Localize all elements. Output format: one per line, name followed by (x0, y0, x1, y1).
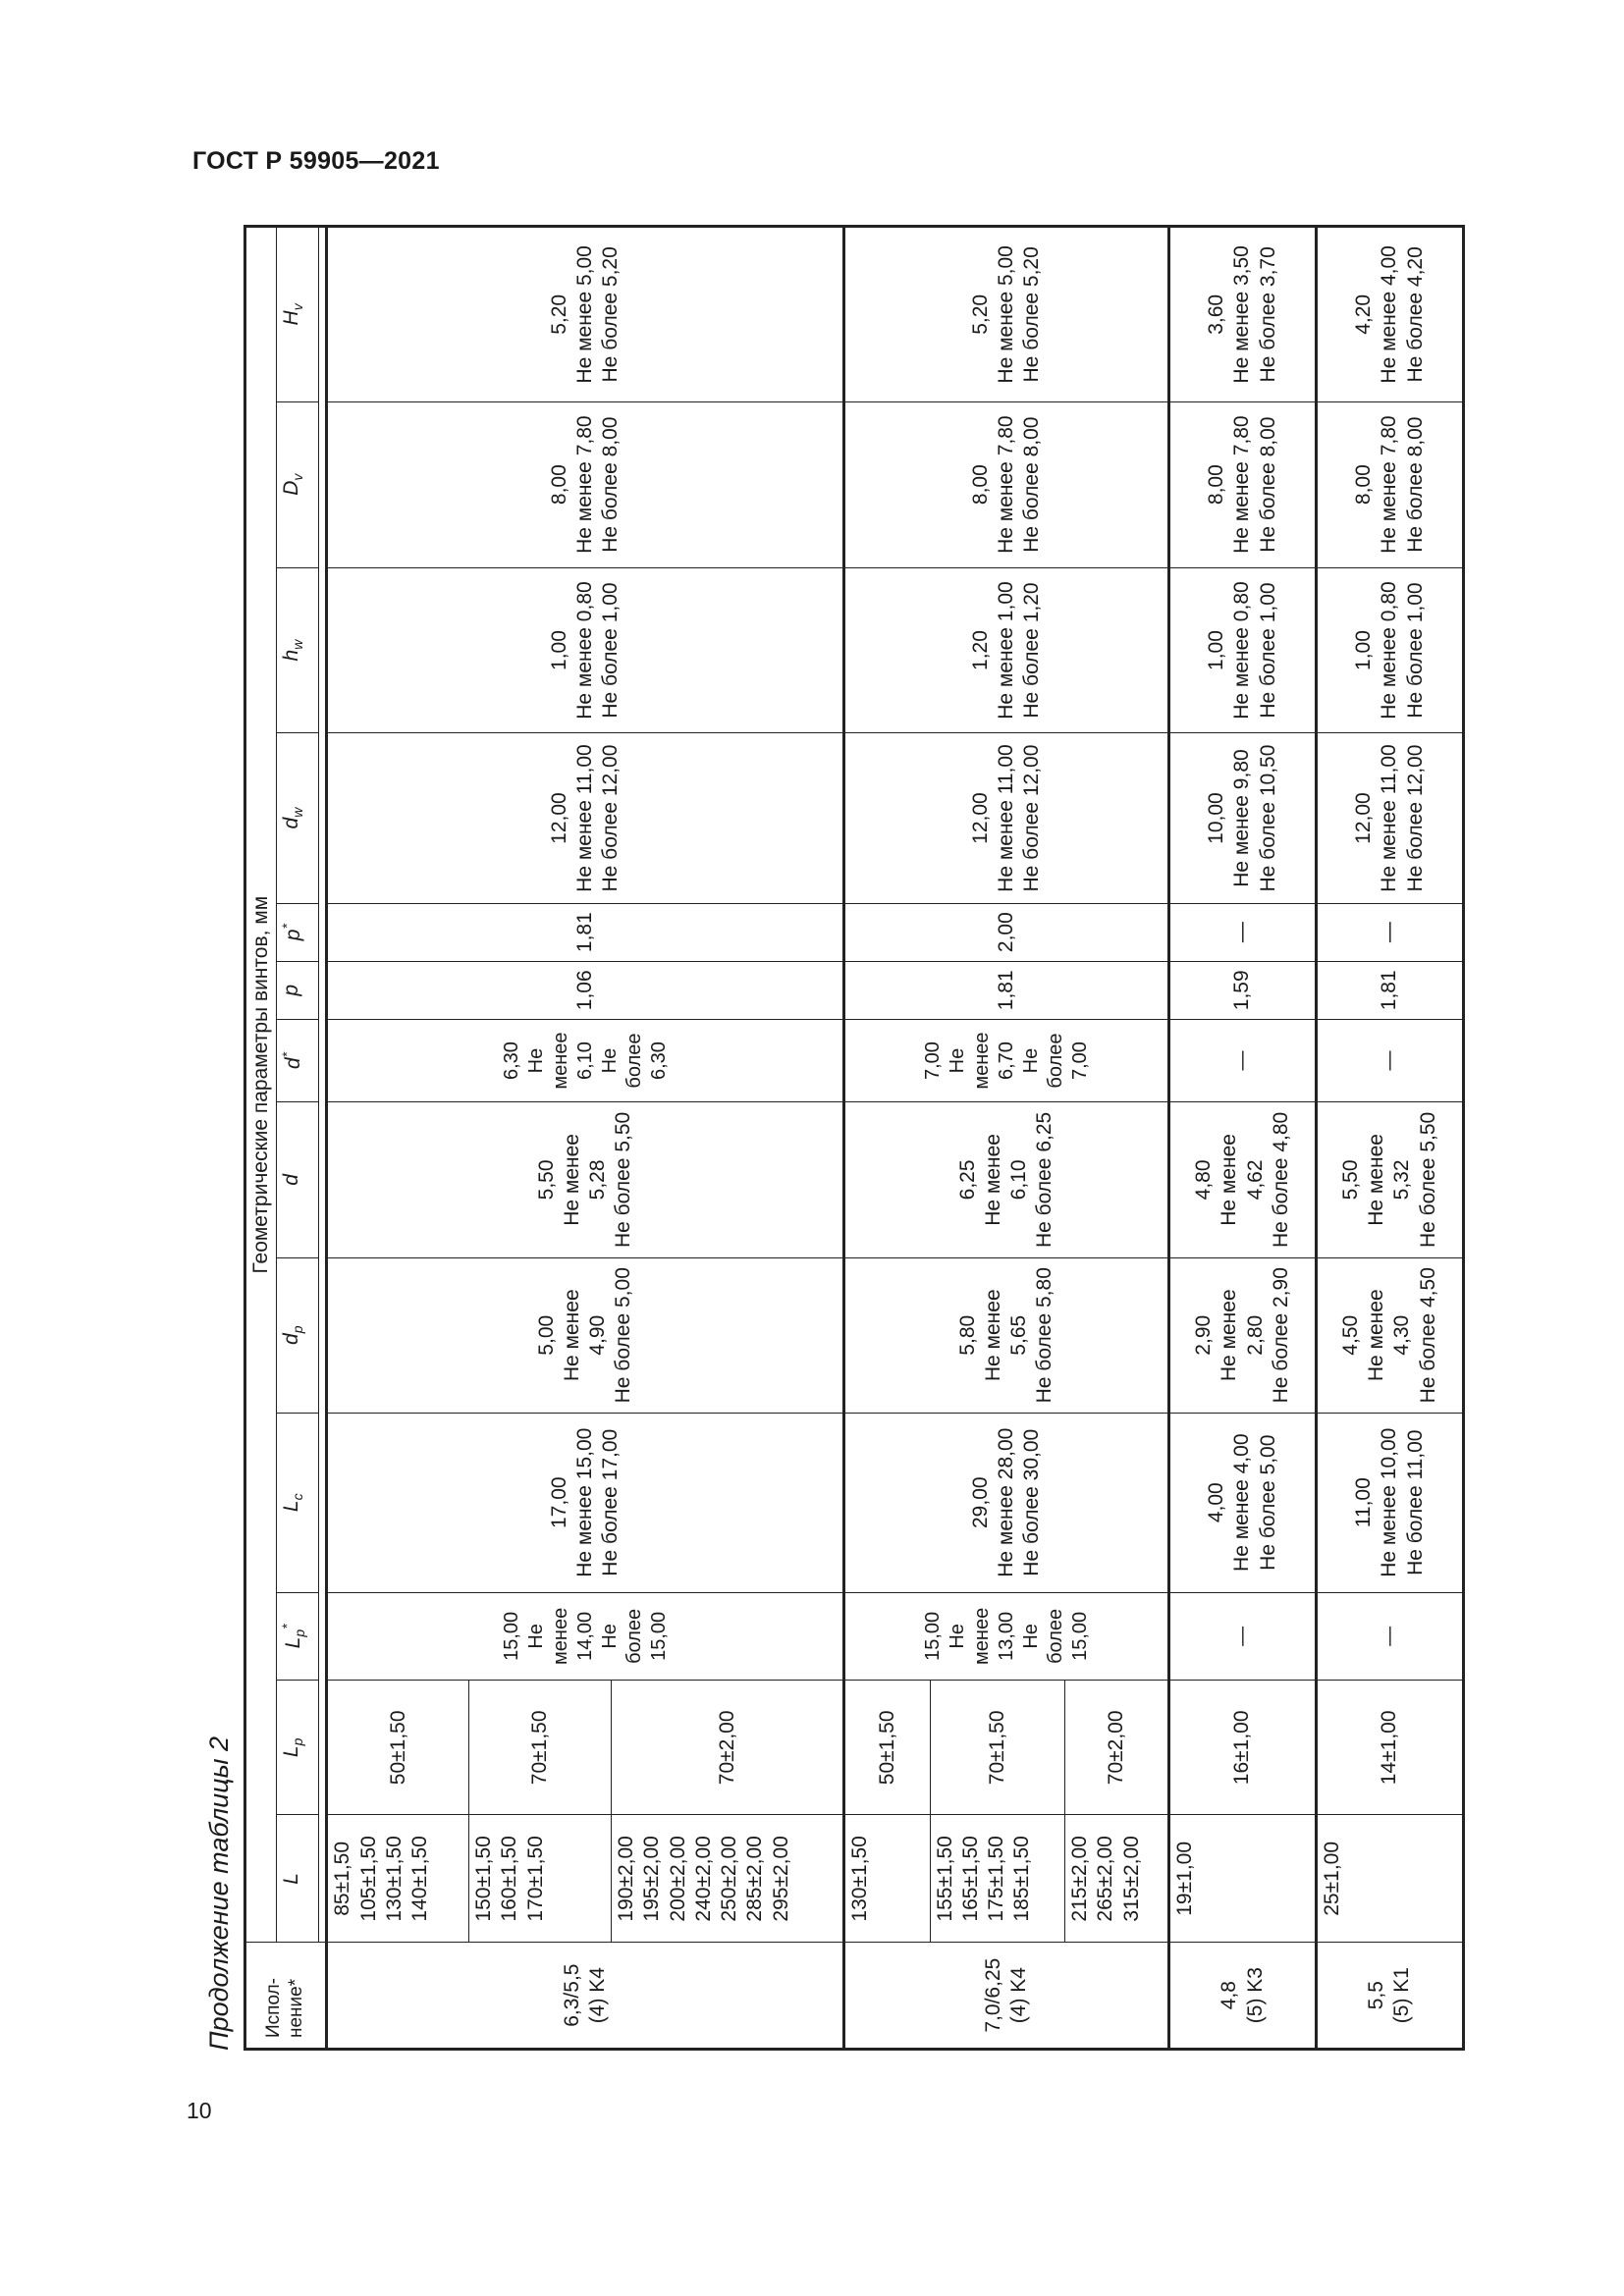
length-L-cell: 85±1,50 105±1,50 130±1,50 140±1,50 (327, 1815, 469, 1943)
col-header-p-star: p* (277, 903, 319, 961)
version-cell: 6,3/5,5 (4) K4 (327, 1943, 844, 2050)
pitch-p-star-cell: 2,00 (844, 903, 1169, 961)
washer-hw-cell: 1,00 Не менее 0,80 Не более 1,00 (327, 567, 844, 733)
head-Hv-cell: 5,20 Не менее 5,00 Не более 5,20 (327, 227, 844, 402)
diameter-d-star-cell: 7,00 Не менее 6,70 Не более 7,00 (844, 1019, 1169, 1101)
table-row (844, 227, 930, 2050)
length-Lp-cell: 70±2,00 (612, 1681, 844, 1815)
length-L-cell: 155±1,50 165±1,50 175±1,50 185±1,50 (930, 1815, 1064, 1943)
length-L-cell: 130±1,50 (844, 1815, 930, 1943)
washer-hw-cell: 1,00 Не менее 0,80 Не более 1,00 (1316, 567, 1463, 733)
length-Lc-cell: 11,00 Не менее 10,00 Не более 11,00 (1316, 1413, 1463, 1592)
length-Lp-cell: 50±1,50 (327, 1681, 469, 1815)
length-Lp-cell: 70±1,50 (469, 1681, 612, 1815)
washer-dw-cell: 12,00 Не менее 11,00 Не более 12,00 (844, 733, 1169, 903)
length-L-cell: 150±1,50 160±1,50 170±1,50 (469, 1815, 612, 1943)
diameter-d-cell: 5,50 Не менее 5,32 Не более 5,50 (1316, 1102, 1463, 1257)
head-Hv-cell: 3,60 Не менее 3,50 Не более 3,70 (1169, 227, 1317, 402)
col-header-dw: $d_w$ (277, 733, 319, 903)
diameter-dp-cell: 5,00 Не менее 4,90 Не более 5,00 (327, 1257, 844, 1413)
head-Dv-cell: 8,00 Не менее 7,80 Не более 8,00 (1316, 401, 1463, 567)
length-Lp-cell: 50±1,50 (844, 1681, 930, 1815)
col-header-Dv: $D_v$ (277, 401, 319, 567)
pitch-p-cell: 1,81 (844, 961, 1169, 1019)
washer-hw-cell: 1,20 Не менее 1,00 Не более 1,20 (844, 567, 1169, 733)
diameter-d-star-cell: — (1169, 1019, 1317, 1101)
group-header: Геометрические параметры винтов, мм (245, 227, 277, 1943)
col-header-Lc: $L_c$ (277, 1413, 319, 1592)
washer-dw-cell: 12,00 Не менее 11,00 Не более 12,00 (327, 733, 844, 903)
pitch-p-star-cell: 1,81 (327, 903, 844, 961)
col-header-d: d (277, 1102, 319, 1257)
length-Lc-cell: 29,00 Не менее 28,00 Не более 30,00 (844, 1413, 1169, 1592)
table-row (1316, 227, 1463, 2050)
col-header-p: p (277, 961, 319, 1019)
length-L-cell: 25±1,00 (1316, 1815, 1463, 1943)
length-L-cell: 19±1,00 (1169, 1815, 1317, 1943)
length-Lc-cell: 4,00 Не менее 4,00 Не более 5,00 (1169, 1413, 1317, 1592)
pitch-p-star-cell: — (1169, 903, 1317, 961)
length-Lp-cell: 70±2,00 (1065, 1681, 1169, 1815)
length-Lp-cell: 14±1,00 (1316, 1681, 1463, 1815)
head-Dv-cell: 8,00 Не менее 7,80 Не более 8,00 (844, 401, 1169, 567)
col-header-version: Испол-нение* (245, 1943, 327, 2050)
length-Lp-star-cell: 15,00 Не менее 14,00 Не более 15,00 (327, 1592, 844, 1681)
length-Lc-cell: 17,00 Не менее 15,00 Не более 17,00 (327, 1413, 844, 1592)
length-Lp-star-cell: — (1316, 1592, 1463, 1681)
table-caption: Продолжение таблицы 2 (204, 1735, 234, 2051)
col-header-Hv: $H_v$ (277, 227, 319, 402)
diameter-d-star-cell: — (1316, 1019, 1463, 1101)
washer-dw-cell: 10,00 Не менее 9,80 Не более 10,50 (1169, 733, 1317, 903)
head-Hv-cell: 5,20 Не менее 5,00 Не более 5,20 (844, 227, 1169, 402)
version-cell: 5,5 (5) K1 (1316, 1943, 1463, 2050)
head-Dv-cell: 8,00 Не менее 7,80 Не более 8,00 (1169, 401, 1317, 567)
length-Lp-star-cell: — (1169, 1592, 1317, 1681)
head-Dv-cell: 8,00 Не менее 7,80 Не более 8,00 (327, 401, 844, 567)
diameter-dp-cell: 5,80 Не менее 5,65 Не более 5,80 (844, 1257, 1169, 1413)
standard-code: ГОСТ Р 59905—2021 (192, 147, 440, 175)
pitch-p-cell: 1,59 (1169, 961, 1317, 1019)
version-cell: 7,0/6,25 (4) K4 (844, 1943, 1169, 2050)
table-body (327, 227, 1464, 2050)
length-L-cell: 190±2,00 195±2,00 200±2,00 240±2,00 250±2,00 285±2,00 295±2,00 (612, 1815, 844, 1943)
diameter-dp-cell: 4,50 Не менее 4,30 Не более 4,50 (1316, 1257, 1463, 1413)
pitch-p-cell: 1,06 (327, 961, 844, 1019)
col-header-Lp-star: $L_p^*$ (277, 1592, 319, 1681)
diameter-d-cell: 4,80 Не менее 4,62 Не более 4,80 (1169, 1102, 1317, 1257)
length-Lp-star-cell: 15,00 Не менее 13,00 Не более 15,00 (844, 1592, 1169, 1681)
col-header-L: L (277, 1815, 319, 1943)
length-L-cell: 215±2,00 265±2,00 315±2,00 (1065, 1815, 1169, 1943)
diameter-dp-cell: 2,90 Не менее 2,80 Не более 2,90 (1169, 1257, 1317, 1413)
col-header-Lp: $L_p$ (277, 1681, 319, 1815)
screw-parameters-table (244, 225, 1465, 2051)
pitch-p-cell: 1,81 (1316, 961, 1463, 1019)
page-number: 10 (187, 2098, 212, 2123)
diameter-d-cell: 5,50 Не менее 5,28 Не более 5,50 (327, 1102, 844, 1257)
diameter-d-cell: 6,25 Не менее 6,10 Не более 6,25 (844, 1102, 1169, 1257)
table-row (1169, 227, 1317, 2050)
pitch-p-star-cell: — (1316, 903, 1463, 961)
header-spacer (319, 227, 327, 1943)
col-header-d-star: d* (277, 1019, 319, 1101)
table-row (327, 227, 469, 2050)
diameter-d-star-cell: 6,30 Не менее 6,10 Не более 6,30 (327, 1019, 844, 1101)
version-cell: 4,8 (5) K3 (1169, 1943, 1317, 2050)
head-Hv-cell: 4,20 Не менее 4,00 Не более 4,20 (1316, 227, 1463, 402)
length-Lp-cell: 16±1,00 (1169, 1681, 1317, 1815)
washer-hw-cell: 1,00 Не менее 0,80 Не более 1,00 (1169, 567, 1317, 733)
washer-dw-cell: 12,00 Не менее 11,00 Не более 12,00 (1316, 733, 1463, 903)
col-header-dp: $d_p$ (277, 1257, 319, 1413)
rotated-table-page (204, 225, 1465, 2051)
col-header-hw: $h_w$ (277, 567, 319, 733)
length-Lp-cell: 70±1,50 (930, 1681, 1064, 1815)
